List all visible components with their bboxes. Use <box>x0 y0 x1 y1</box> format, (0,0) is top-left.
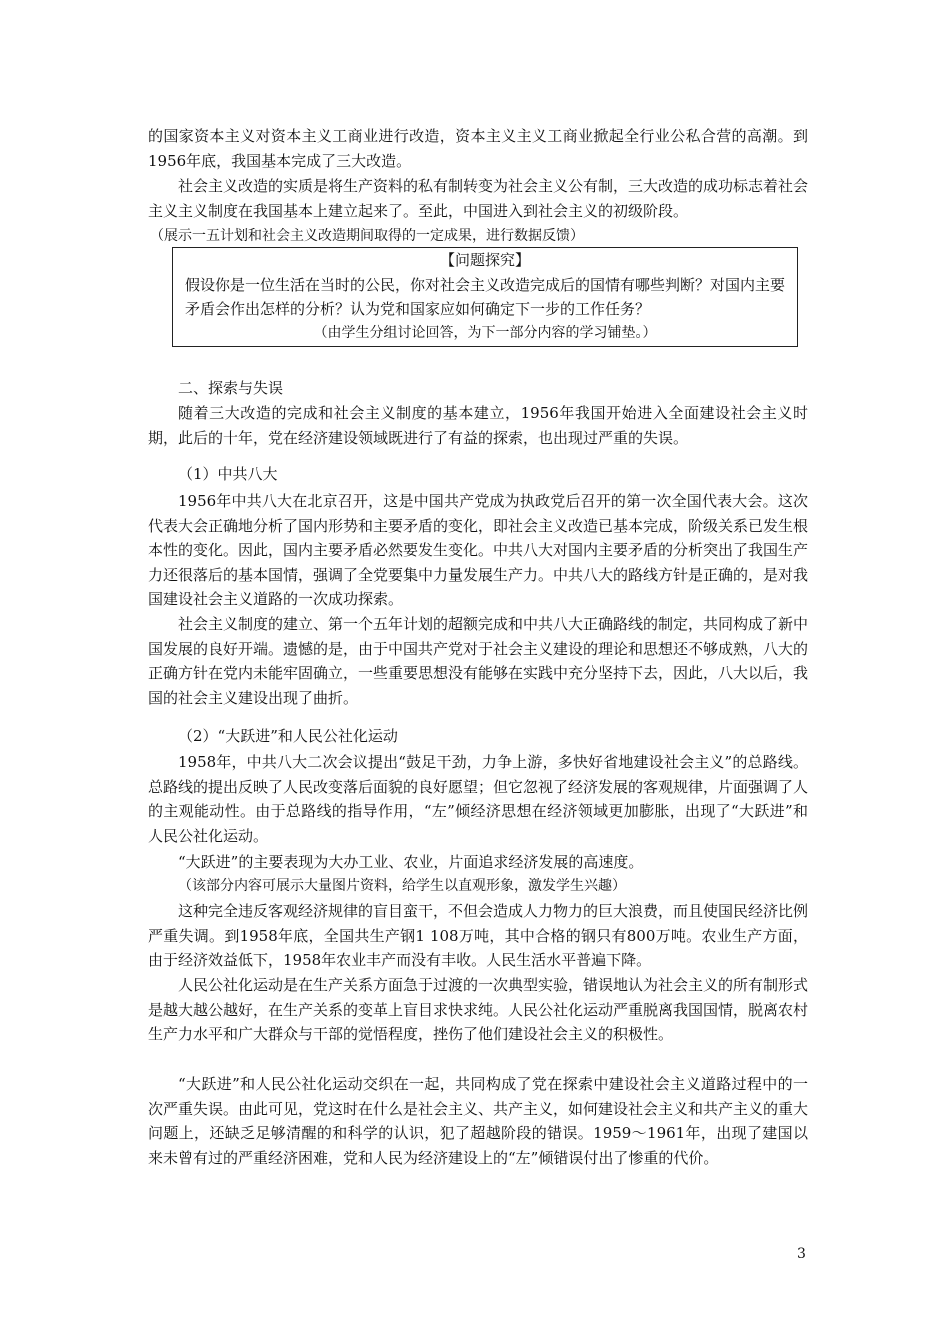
paragraph: 社会主义制度的建立、第一个五年计划的超额完成和中共八大正确路线的制定，共同构成了新中国发展的良好开端。遗憾的是，由于中国共产党对于社会主义建设的理论和思想还不够成熟，八大的正确方针在党内未能牢固确立，一些重要思想没有能够在实践中充分坚持下去，因此，八大以后，我国的社会主义建设出现了曲折。 <box>148 615 809 707</box>
paragraph: 这种完全违反客观经济规律的盲目蛮干，不但会造成人力物力的巨大浪费，而且使国民经济比例严重失调。到1958年底，全国共生产钢1 108万吨，其中合格的钢只有800万吨。农业生产方面，由于经济效益低下，1958年农业丰产而没有丰收。人民生活水平普遍下降。 <box>148 902 809 969</box>
inquiry-title: 【问题探究】 <box>439 251 530 269</box>
subsection-heading: （2）“大跃进”和人民公社化运动 <box>178 727 398 745</box>
inquiry-note: （由学生分组讨论回答，为下一部分内容的学习铺垫。） <box>313 325 657 341</box>
paragraph: 的国家资本主义对资本主义工商业进行改造，资本主义主义工商业掀起全行业公私合营的高潮。到1956年底，我国基本完成了三大改造。 <box>148 127 808 170</box>
subsection-heading: （1）中共八大 <box>178 465 278 483</box>
paragraph: 人民公社化运动是在生产关系方面急于过渡的一次典型实验，错误地认为社会主义的所有制形式是越大越公越好，在生产关系的变革上盲目求快求纯。人民公社化运动严重脱离我国国情，脱离农村生产力水平和广大群众与干部的觉悟程度，挫伤了他们建设社会主义的积极性。 <box>148 976 809 1043</box>
inquiry-body: 假设你是一位生活在当时的公民，你对社会主义改造完成后的国情有哪些判断？对国内主要矛盾会作出怎样的分析？认为党和国家应如何确定下一步的工作任务？ <box>185 276 786 318</box>
paragraph: “大跃进”的主要表现为大办工业、农业，片面追求经济发展的高速度。 <box>178 853 644 871</box>
paragraph: 随着三大改造的完成和社会主义制度的基本建立，1956年我国开始进入全面建设社会主义时期，此后的十年，党在经济建设领域既进行了有益的探索，也出现过严重的失误。 <box>148 404 808 447</box>
teaching-note: （该部分内容可展示大量图片资料，给学生以直观形象，激发学生兴趣） <box>178 878 626 894</box>
page-number: 3 <box>797 1246 806 1262</box>
paragraph: 1956年中共八大在北京召开，这是中国共产党成为执政党后召开的第一次全国代表大会。这次代表大会正确地分析了国内形势和主要矛盾的变化，即社会主义改造已基本完成，阶级关系已发生根本性的变化。因此，国内主要矛盾必然要发生变化。中共八大对国内主要矛盾的分析突出了我国生产力还很落后的基本国情，强调了全党要集中力量发展生产力。中共八大的路线方针是正确的，是对我国建设社会主义道路的一次成功探索。 <box>148 492 809 608</box>
inquiry-box <box>172 247 798 347</box>
paragraph: 1958年，中共八大二次会议提出“鼓足干劲，力争上游，多快好省地建设社会主义”的总路线。总路线的提出反映了人民改变落后面貌的良好愿望；但它忽视了经济发展的客观规律，片面强调了人的主观能动性。由于总路线的指导作用，“左”倾经济思想在经济领域更加膨胀，出现了“大跃进”和人民公社化运动。 <box>148 753 809 845</box>
teaching-note: （展示一五计划和社会主义改造期间取得的一定成果，进行数据反馈） <box>150 228 584 244</box>
section-heading: 二、探索与失误 <box>178 379 284 397</box>
paragraph: 社会主义改造的实质是将生产资料的私有制转变为社会主义公有制，三大改造的成功标志着社会主义主义制度在我国基本上建立起来了。至此，中国进入到社会主义的初级阶段。 <box>148 177 809 220</box>
paragraph: “大跃进”和人民公社化运动交织在一起，共同构成了党在探索中建设社会主义道路过程中的一次严重失误。由此可见，党这时在什么是社会主义、共产主义，如何建设社会主义和共产主义的重大问题上，还缺乏足够清醒的和科学的认识，犯了超越阶段的错误。1959～1961年，出现了建国以来未曾有过的严重经济困难，党和人民为经济建设上的“左”倾错误付出了惨重的代价。 <box>148 1075 809 1167</box>
